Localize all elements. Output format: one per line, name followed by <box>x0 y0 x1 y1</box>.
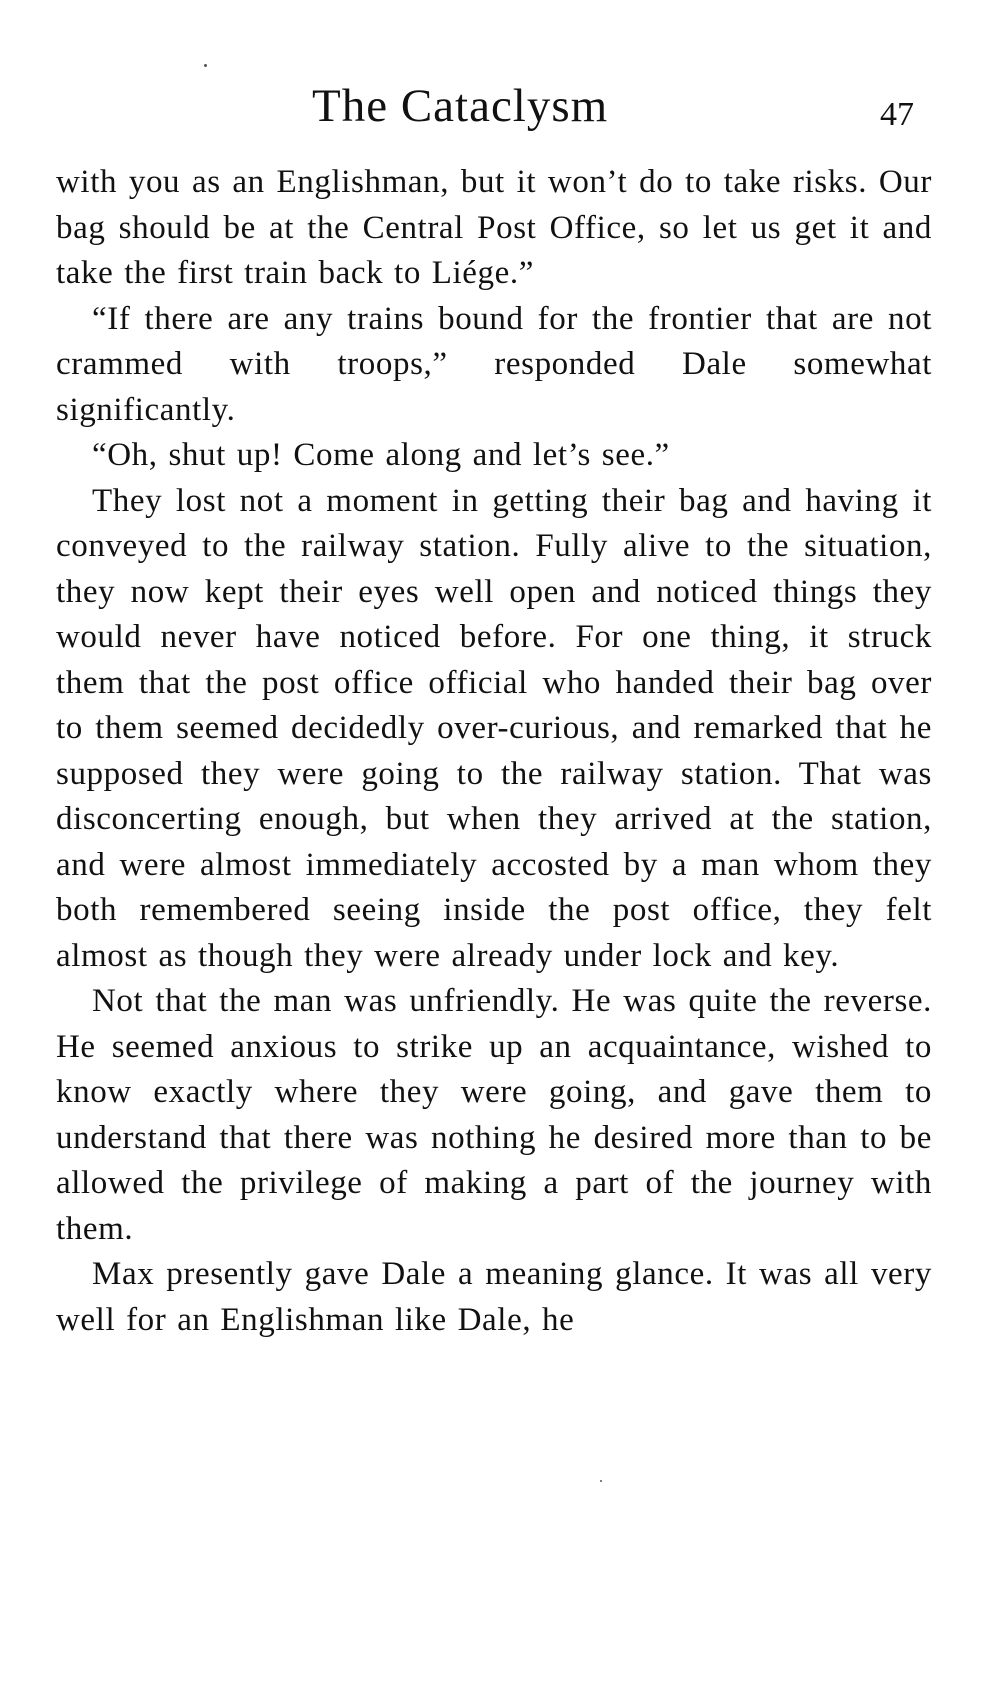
print-speck <box>204 64 207 67</box>
body-text <box>56 160 932 1343</box>
paragraph: Max presently gave Dale a meaning glance. It was all very well for an Englishman like Dale, he <box>56 1256 932 1338</box>
paragraph: “If there are any trains bound for the frontier that are not crammed with troops,” responded Dale somewhat significantly. <box>56 300 932 428</box>
print-speck <box>600 1480 602 1482</box>
page-number: 47 <box>880 96 914 133</box>
paragraph: They lost not a moment in getting their bag and having it conveyed to the railway station. Fully alive to the situation, they now kept their eyes well open and noticed things they would never have noticed before. For one thing, it struck them that the post office official who handed their bag over to them seemed decidedly over-curious, and remarked that he supposed they were going to the railway station. That was disconcerting enough, but when they arrived at the station, and were almost immediately accosted by a man whom they both remembered seeing inside the post office, they felt almost as though they were already under lock and key. <box>56 482 932 974</box>
paragraph: Not that the man was unfriendly. He was quite the reverse. He seemed anxious to strike up an acquaintance, wished to know exactly where they were going, and gave them to understand that there was nothing he desired more than to be allowed the privilege of making a part of the journey with them. <box>56 983 932 1247</box>
paragraph: “Oh, shut up! Come along and let’s see.” <box>92 437 670 473</box>
paragraph: with you as an Englishman, but it won’t do to take risks. Our bag should be at the Central Post Office, so let us get it and take the first train back to Liége.” <box>56 164 932 291</box>
running-head <box>0 76 1000 136</box>
running-title: The Cataclysm <box>312 80 609 132</box>
